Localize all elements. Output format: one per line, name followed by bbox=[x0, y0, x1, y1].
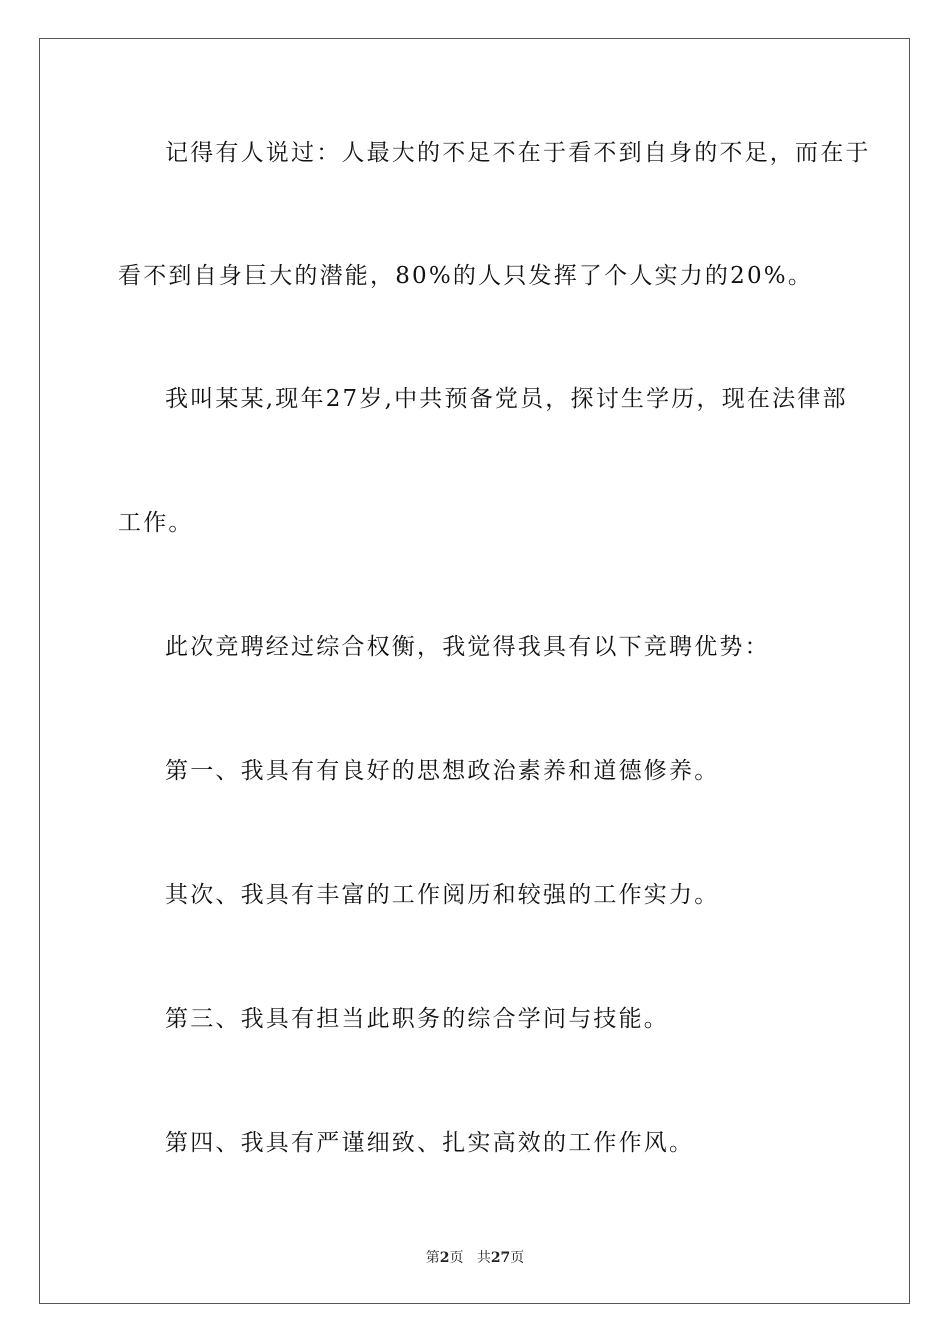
paragraph-7: 第四、我具有严谨细致、扎实高效的工作作风。 bbox=[165, 1130, 695, 1156]
paragraph-3: 此次竞聘经过综合权衡，我觉得我具有以下竞聘优势： bbox=[165, 634, 770, 660]
paragraph-2-line-2: 工作。 bbox=[118, 510, 194, 536]
paragraph-2-line-1: 我叫某某,现年27岁,中共预备党员，探讨生学历，现在法律部 bbox=[165, 386, 848, 412]
footer-total-prefix: 共 bbox=[476, 1250, 491, 1266]
footer-page-number: 2 bbox=[439, 1250, 450, 1266]
paragraph-1-line-1: 记得有人说过：人最大的不足不在于看不到自身的不足，而在于 bbox=[165, 140, 871, 166]
paragraph-4: 第一、我具有有良好的思想政治素养和道德修养。 bbox=[165, 758, 720, 784]
footer-page-prefix: 第 bbox=[425, 1250, 440, 1266]
footer-total-pages: 27 bbox=[490, 1250, 511, 1266]
page-frame bbox=[39, 38, 910, 1304]
footer-total-suffix: 页 bbox=[510, 1250, 525, 1266]
paragraph-6: 第三、我具有担当此职务的综合学问与技能。 bbox=[165, 1006, 669, 1032]
page-footer bbox=[0, 1247, 950, 1267]
paragraph-1-line-2: 看不到自身巨大的潜能，80%的人只发挥了个人实力的20%。 bbox=[118, 263, 814, 289]
footer-page-suffix: 页 bbox=[449, 1250, 464, 1266]
paragraph-5: 其次、我具有丰富的工作阅历和较强的工作实力。 bbox=[165, 882, 720, 908]
